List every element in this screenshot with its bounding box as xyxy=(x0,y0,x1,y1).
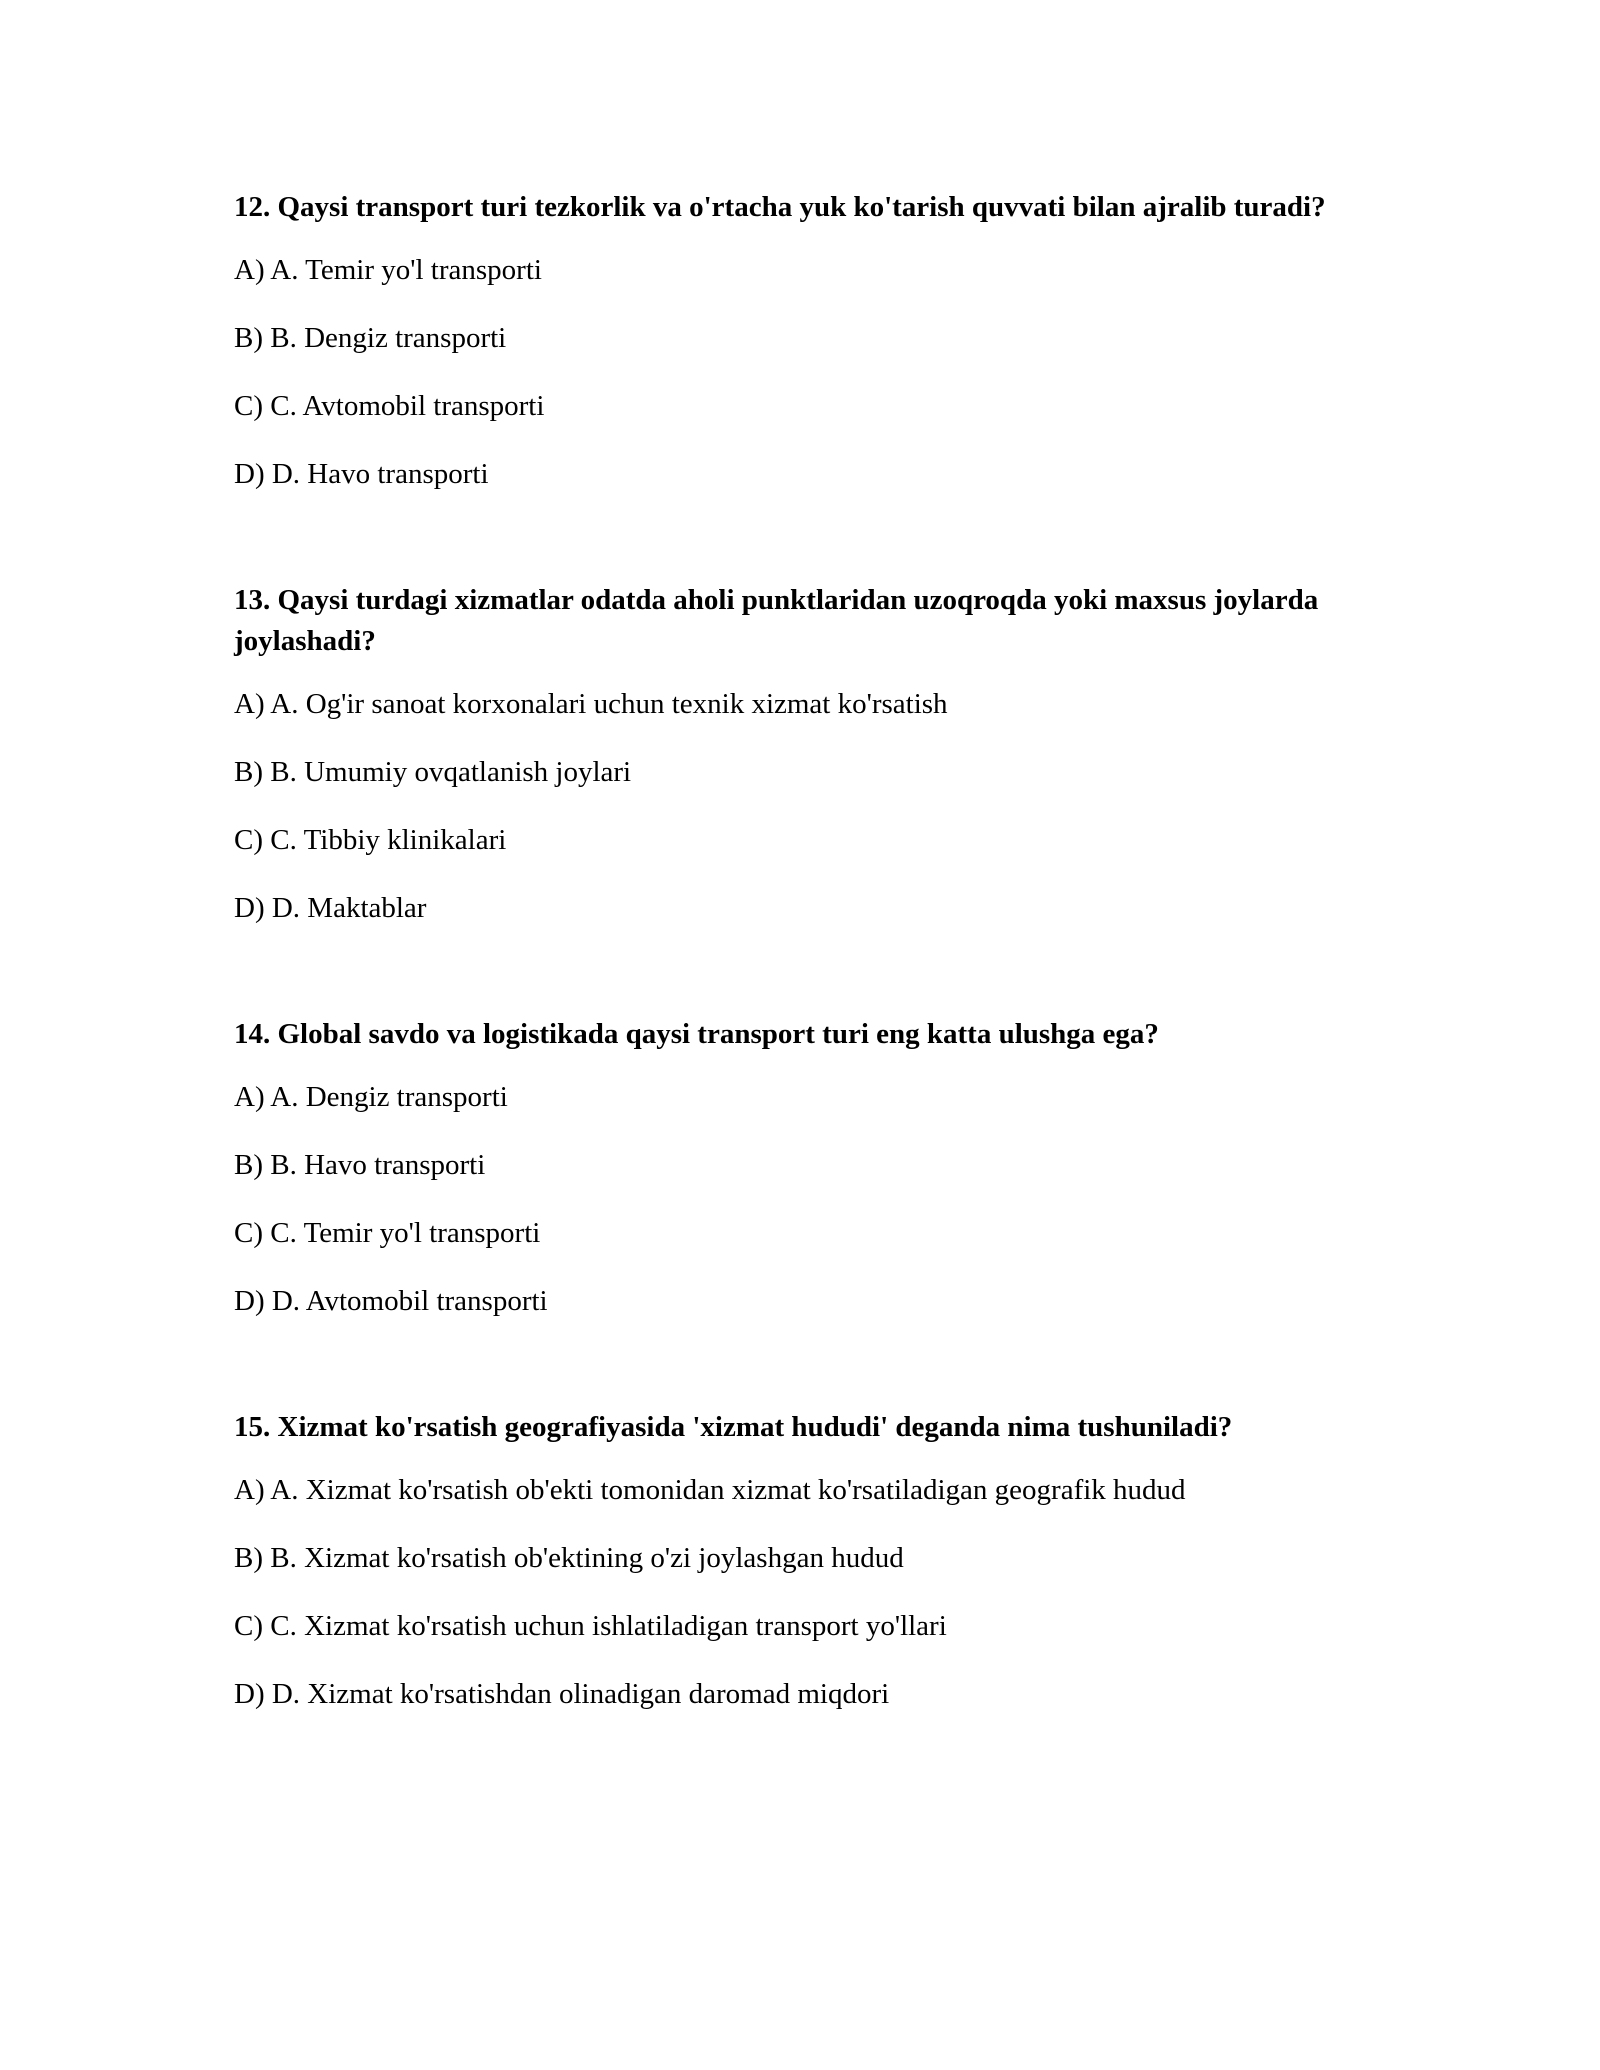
option-d: D) D. Xizmat ko'rsatishdan olinadigan daromad miqdori xyxy=(234,1678,890,1710)
option-d: D) D. Havo transporti xyxy=(234,458,489,490)
question-15 xyxy=(234,1407,1374,1715)
question-text: 13. Qaysi turdagi xizmatlar odatda aholi punktlaridan uzoqroqda yoki maxsus joylarda joylashadi? xyxy=(234,584,1319,657)
question-list xyxy=(234,187,1374,1800)
option-c: C) C. Tibbiy klinikalari xyxy=(234,824,507,856)
question-14 xyxy=(234,1014,1374,1322)
option-b: B) B. Havo transporti xyxy=(234,1149,486,1181)
option-c: C) C. Xizmat ko'rsatish uchun ishlatiladigan transport yo'llari xyxy=(234,1610,947,1642)
question-12 xyxy=(234,187,1374,495)
option-a: A) A. Og'ir sanoat korxonalari uchun texnik xizmat ko'rsatish xyxy=(234,688,948,720)
question-text: 14. Global savdo va logistikada qaysi transport turi eng katta ulushga ega? xyxy=(234,1018,1159,1050)
option-c: C) C. Avtomobil transporti xyxy=(234,390,545,422)
option-b: B) B. Dengiz transporti xyxy=(234,322,507,354)
option-a: A) A. Dengiz transporti xyxy=(234,1081,508,1113)
option-a: A) A. Temir yo'l transporti xyxy=(234,254,542,286)
option-b: B) B. Umumiy ovqatlanish joylari xyxy=(234,756,632,788)
question-13 xyxy=(234,580,1374,929)
option-c: C) C. Temir yo'l transporti xyxy=(234,1217,541,1249)
option-d: D) D. Maktablar xyxy=(234,892,427,924)
option-d: D) D. Avtomobil transporti xyxy=(234,1285,548,1317)
option-b: B) B. Xizmat ko'rsatish ob'ektining o'zi joylashgan hudud xyxy=(234,1542,904,1574)
question-text: 12. Qaysi transport turi tezkorlik va o'rtacha yuk ko'tarish quvvati bilan ajralib turadi? xyxy=(234,191,1326,223)
question-text: 15. Xizmat ko'rsatish geografiyasida 'xizmat hududi' deganda nima tushuniladi? xyxy=(234,1411,1233,1443)
option-a: A) A. Xizmat ko'rsatish ob'ekti tomonidan xizmat ko'rsatiladigan geografik hudud xyxy=(234,1474,1186,1506)
